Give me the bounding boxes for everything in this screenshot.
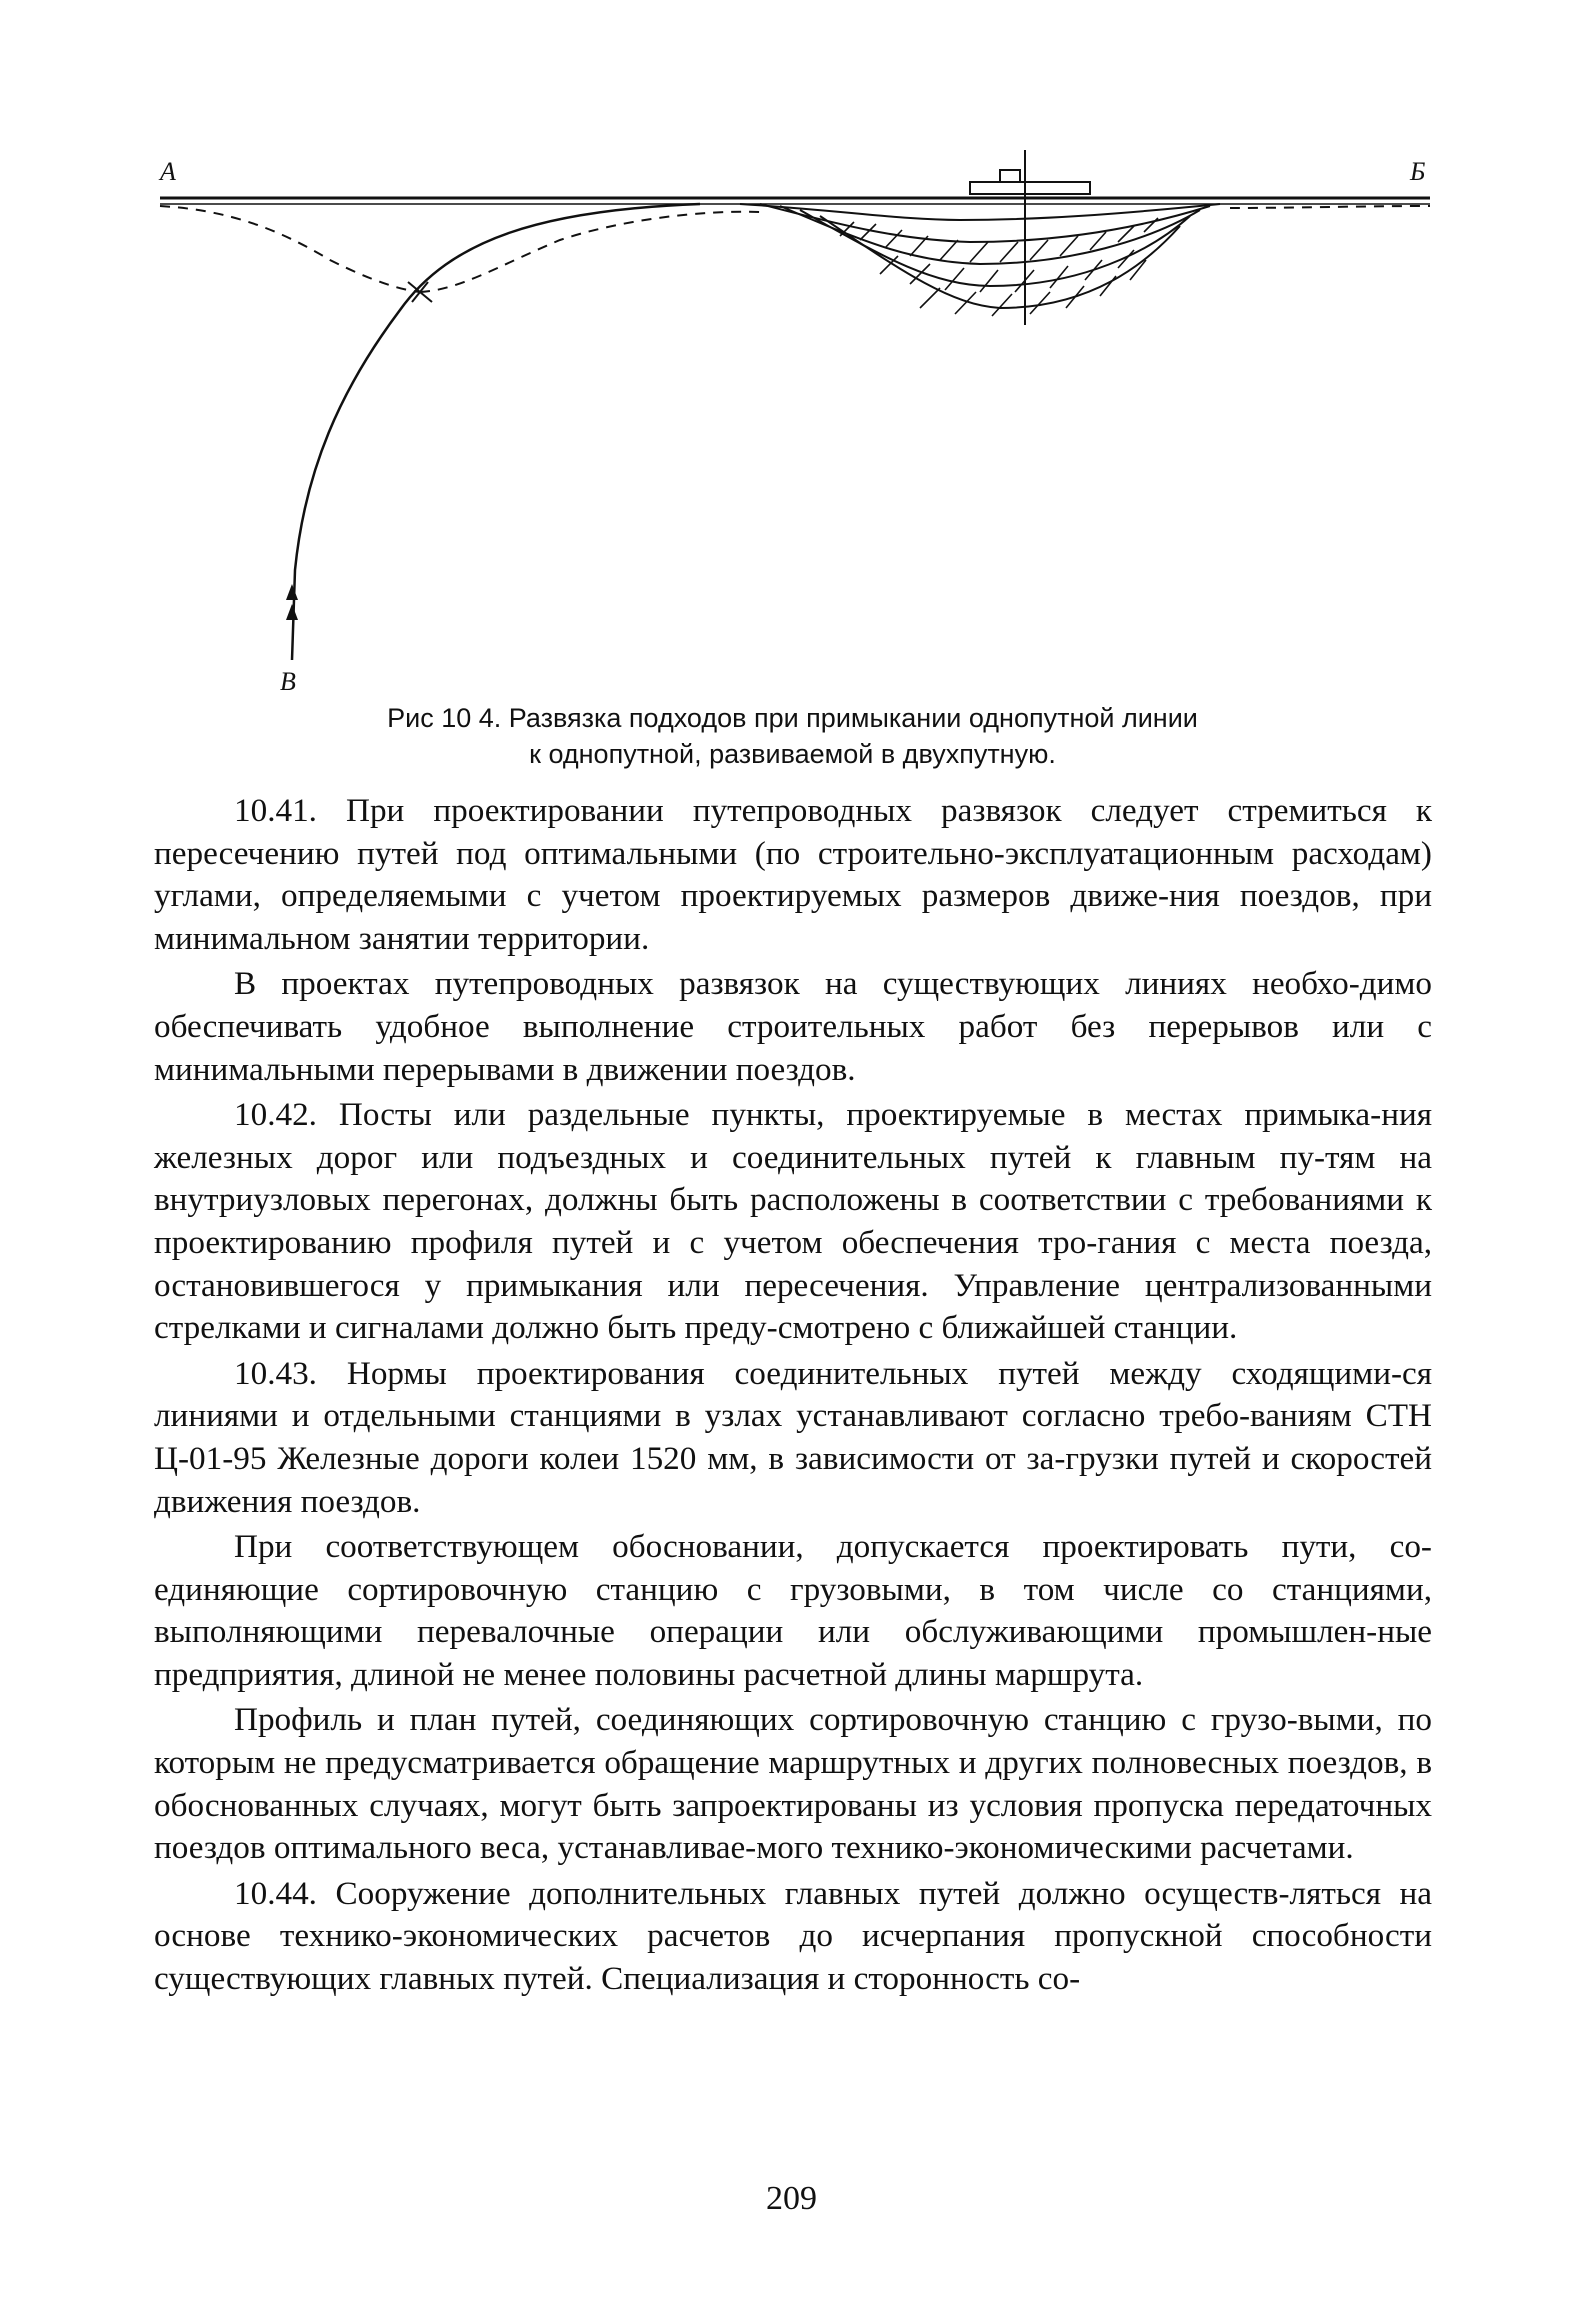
paragraph: 10.41. При проектировании путепроводных развязок следует стремиться к пересечению путей под оптимальными (по строительно-эксплуатационным расходам) углами, определяемыми с учетом проектируемых размеров движе-ния поездов, при минимальном занятии территории. xyxy=(154,792,1432,957)
junction-diagram-svg xyxy=(140,140,1440,700)
dashed-approach-right xyxy=(1230,206,1430,208)
label-v: В xyxy=(280,667,296,696)
station-building xyxy=(970,182,1090,194)
label-b: Б xyxy=(1410,157,1426,186)
junction-diagram xyxy=(140,140,1440,700)
page-number: 209 xyxy=(766,2180,817,2217)
body-text xyxy=(154,790,1432,2004)
caption-line-1: Рис 10 4. Развязка подходов при примыкании однопутной линии xyxy=(387,703,1198,733)
direction-arrow-up-2 xyxy=(286,604,298,620)
direction-arrow-up-1 xyxy=(286,584,298,600)
station-platform xyxy=(1000,170,1020,182)
label-a: А xyxy=(160,157,176,186)
paragraph: 10.43. Нормы проектирования соединительных путей между сходящими-ся линиями и отдельными станциями в узлах устанавливают согласно требо-ваниям СТН Ц-01-95 Железные дороги колеи 1520 мм, в зависимости от за-грузки путей и скоростей движения поездов. xyxy=(154,1354,1432,1520)
connecting-line-curve xyxy=(292,204,700,660)
paragraph: Профиль и план путей, соединяющих сортировочную станцию с грузо-выми, по которым не предусматривается обращение маршрутных и других полновесных поездов, в обоснованных случаях, могут быть запроектированы из условия пропуска передаточных поездов оптимального веса, устанавливае-мого технико-экономическими расчетами. xyxy=(154,1701,1432,1867)
dashed-approach-left xyxy=(160,206,420,292)
paragraph: В проектах путепроводных развязок на существующих линиях необхо-димо обеспечивать удобное выполнение строительных работ без перерывов или с минимальными перерывами в движении поездов. xyxy=(154,965,1432,1088)
dashed-approach-center xyxy=(420,212,760,292)
paragraph: 10.44. Сооружение дополнительных главных путей должно осуществ-ляться на основе технико-экономических расчетов до исчерпания пропускной способности существующих главных путей. Специализация и сторонность со- xyxy=(154,1874,1432,1998)
caption-line-2: к однопутной, развиваемой в двухпутную. xyxy=(529,739,1056,769)
paragraph: 10.42. Посты или раздельные пункты, проектируемые в местах примыка-ния железных дорог или подъездных и соединительных путей к главным пу-тям на внутриузловых перегонах, должны быть расположены в соответствии с требованиями к проектированию профиля путей и с учетом обеспечения тро-гания с места поезда, остановившегося у примыкания или пересечения. Управление централизованными стрелками и сигналами должно быть преду-смотрено с ближайшей станции. xyxy=(154,1096,1432,1347)
paragraph: При соответствующем обосновании, допускается проектировать пути, со-единяющие сортировочную станцию с грузовыми, в том числе со станциями, выполняющими перевалочные операции или обслуживающими промышлен-ные предприятия, длиной не менее половины расчетной длины маршрута. xyxy=(154,1528,1432,1693)
figure-caption xyxy=(150,700,1435,772)
